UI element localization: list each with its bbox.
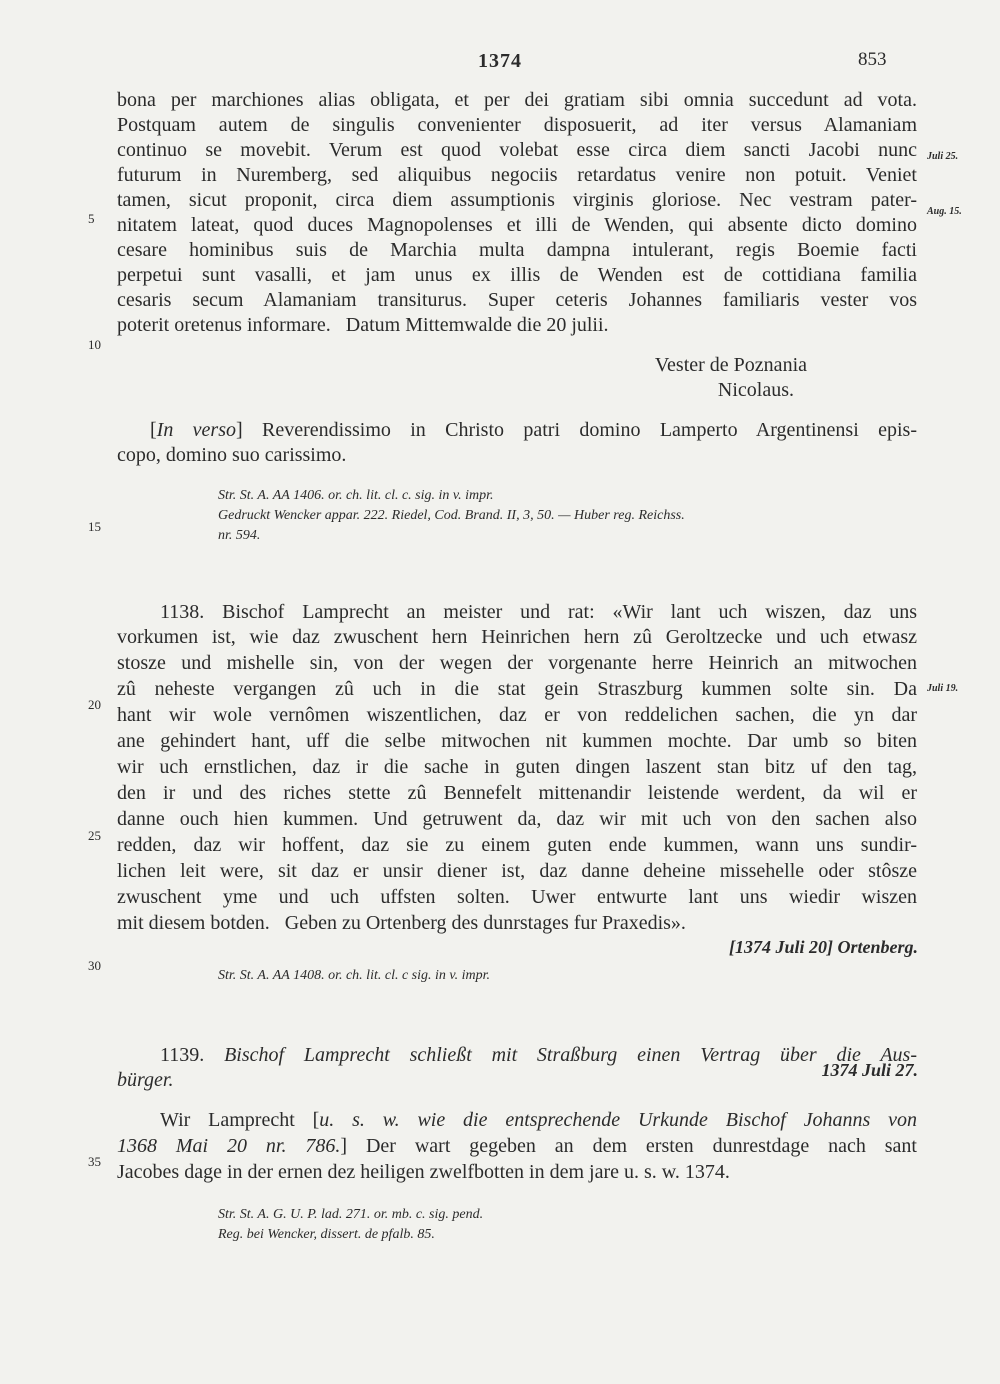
entry-title-continued: bürger. bbox=[117, 1069, 174, 1091]
entry-1138-first-line bbox=[160, 600, 917, 625]
verso-text: Reverendissimo in Christo patri domino Lamperto Argentinensi epis- bbox=[262, 419, 917, 441]
text-line: perpetui sunt vasalli, et jam unus ex illis de Wenden est de cottidiana familia bbox=[117, 264, 917, 286]
text-line: Bischof Lamprecht an meister und rat: «Wir lant uch wiszen, daz uns bbox=[222, 601, 918, 623]
text-line: wir uch ernstlichen, daz ir die sache in guten dingen laszent stan bitz uf den tag, bbox=[117, 756, 917, 778]
text-line: cesaris secum Alamaniam transiturus. Super ceteris Johannes familiaris vester vos bbox=[117, 289, 917, 311]
text-line: ane gehindert hant, uff die selbe mitwochen nit kummen mochte. Dar umb so biten bbox=[117, 730, 917, 752]
text-line: bona per marchiones alias obligata, et per dei gratiam sibi omnia succedunt ad vota. bbox=[117, 89, 917, 111]
line-number: 10 bbox=[88, 337, 101, 352]
text-line: Jacobes dage in der ernen dez heiligen zwelfbotten in dem jare u. s. w. 1374. bbox=[117, 1161, 730, 1183]
verso-label: In verso bbox=[156, 419, 236, 441]
text-line: mit diesem botden. Geben zu Ortenberg des dunrstages fur Praxedis». bbox=[117, 912, 686, 934]
line-number: 30 bbox=[88, 958, 101, 973]
margin-date: Aug. 15. bbox=[927, 206, 962, 217]
text-span: ] Der wart gegeben an dem ersten dunrestdage nach sant bbox=[340, 1135, 917, 1157]
source-note: Str. St. A. AA 1406. or. ch. lit. cl. c. sig. in v. impr. bbox=[218, 488, 494, 503]
running-header-year: 1374 bbox=[478, 50, 522, 72]
text-line: nitatem lateat, quod duces Magnopolenses et illi de Wenden, qui absente dicto domino bbox=[117, 214, 917, 236]
margin-date: Juli 19. bbox=[927, 683, 959, 694]
text-line: zwuschent yme und uch uffsten solten. Uwer entwurte lant uns wiedir wiszen bbox=[117, 886, 917, 908]
text-line bbox=[117, 1134, 917, 1159]
text-line: continuo se movebit. Verum est quod volebat esse circa diem sancti Jacobi nunc bbox=[117, 139, 917, 161]
text-line: poterit oretenus informare. Datum Mittemwalde die 20 julii. bbox=[117, 314, 609, 336]
source-note: nr. 594. bbox=[218, 528, 261, 543]
entry-number: 1139. bbox=[160, 1044, 205, 1066]
source-note: Gedruckt Wencker appar. 222. Riedel, Cod. Brand. II, 3, 50. — Huber reg. Reichss. bbox=[218, 508, 685, 523]
line-number: 35 bbox=[88, 1154, 101, 1169]
page-number: 853 bbox=[858, 49, 887, 70]
text-line: cesare hominibus suis de Marchia multa dampna intulerant, regis Boemie facti bbox=[117, 239, 917, 261]
text-line bbox=[160, 1108, 917, 1133]
source-note: Str. St. A. AA 1408. or. ch. lit. cl. c sig. in v. impr. bbox=[218, 968, 490, 983]
text-line: hant wir wole vernômen wiszentlichen, daz er von reddelichen sachen, die yn dar bbox=[117, 704, 917, 726]
letter-signature-name: Nicolaus. bbox=[717, 379, 794, 401]
verso-line: copo, domino suo carissimo. bbox=[117, 444, 347, 466]
line-number: 25 bbox=[88, 828, 101, 843]
text-line: zû neheste vergangen zû uch in die stat gein Straszburg kummen solte sin. Da bbox=[117, 678, 917, 700]
text-line: danne ouch hien kummen. Und getruwent da, daz wir mit uch von den sachen also bbox=[117, 808, 917, 830]
source-note: Str. St. A. G. U. P. lad. 271. or. mb. c. sig. pend. bbox=[218, 1207, 484, 1222]
entry-date: 1374 Juli 27. bbox=[821, 1060, 918, 1080]
text-line: tamen, sicut proponit, circa diem assumptionis virginis gloriose. Nec vestram pater- bbox=[117, 189, 917, 211]
line-number: 20 bbox=[88, 697, 101, 712]
margin-date: Juli 25. bbox=[927, 151, 959, 162]
text-line: futurum in Nuremberg, sed aliquibus negociis retardatus venire non potuit. Veniet bbox=[117, 164, 917, 186]
text-line: Postquam autem de singulis convenienter disposuerit, ad iter versus Alamaniam bbox=[117, 114, 917, 136]
line-number: 15 bbox=[88, 519, 101, 534]
text-line: vorkumen ist, wie daz zwuschent hern Heinrichen hern zû Geroltzecke und uch etwasz bbox=[117, 626, 917, 648]
line-number: 5 bbox=[88, 211, 95, 226]
entry-title: Bischof Lamprecht schließt mit Straßburg einen Vertrag über die Aus- bbox=[224, 1044, 917, 1066]
entry-number: 1138. bbox=[160, 601, 205, 623]
entry-date-place: [1374 Juli 20] Ortenberg. bbox=[729, 937, 918, 957]
text-line: stosze und mishelle sin, von der wegen der vorgenante herre Heinrich an mitwochen bbox=[117, 652, 917, 674]
text-span: Wir Lamprecht [ bbox=[160, 1109, 320, 1131]
letter-signature-line: Vester de Poznania bbox=[654, 354, 807, 376]
verso-line: [In verso] Reverendissimo in Christo patri domino Lamperto Argentinensi epis- bbox=[150, 419, 917, 441]
text-line: redden, daz wir hoffent, daz sie zu einem guten ende kummen, wann uns sundir- bbox=[117, 834, 917, 856]
text-line: den ir und des riches stette zû Bennefelt mittenandir leistende werdent, da wil er bbox=[117, 782, 917, 804]
text-line: lichen leit were, sit daz er unsir diener ist, daz danne deheine missehelle oder stôsze bbox=[117, 860, 917, 882]
source-note: Reg. bei Wencker, dissert. de pfalb. 85. bbox=[218, 1227, 435, 1242]
text-span-italic: 1368 Mai 20 nr. 786. bbox=[117, 1135, 341, 1157]
text-span-italic: u. s. w. wie die entsprechende Urkunde Bischof Johanns von bbox=[319, 1109, 917, 1131]
